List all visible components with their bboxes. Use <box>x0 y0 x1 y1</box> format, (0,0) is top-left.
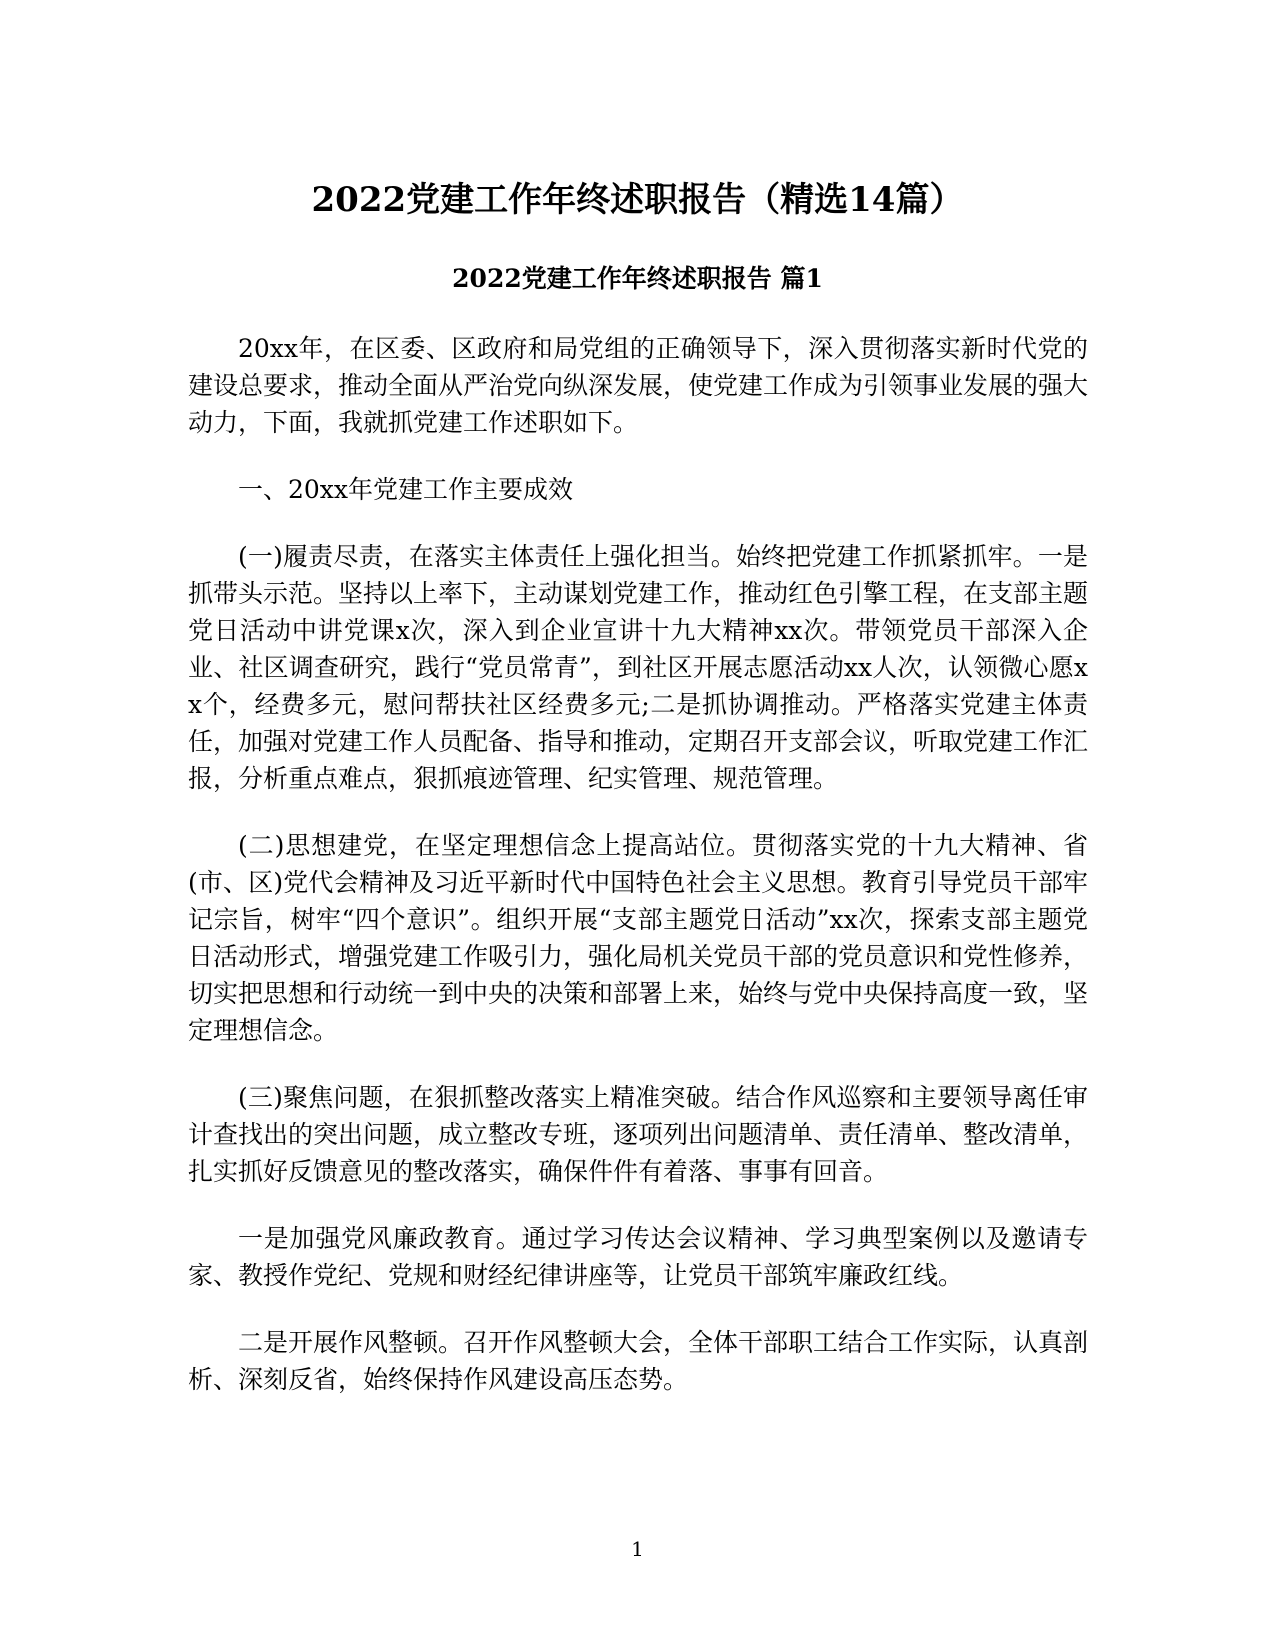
paragraph-heading-achievements: 一、20xx年党建工作主要成效 <box>238 475 574 504</box>
paragraph-responsibility: (一)履责尽责，在落实主体责任上强化担当。始终把党建工作抓紧抓牢。一是抓带头示范。坚持以上率下，主动谋划党建工作，推动红色引擎工程，在支部主题党日活动中讲党课x次，深入到企业宣讲十九大精神xx次。带领党员干部深入企业、社区调查研究，践行“党员常青”，到社区开展志愿活动xx人次，认领微心愿xx个，经费多元，慰问帮扶社区经费多元;二是抓协调推动。严格落实党建主体责任，加强对党建工作人员配备、指导和推动，定期召开支部会议，听取党建工作汇报，分析重点难点，狠抓痕迹管理、纪实管理、规范管理。 <box>188 542 1089 793</box>
paragraph-work-style: 二是开展作风整顿。召开作风整顿大会，全体干部职工结合工作实际，认真剖析、深刻反省，始终保持作风建设高压态势。 <box>188 1328 1089 1394</box>
paragraph-intro: 20xx年，在区委、区政府和局党组的正确领导下，深入贯彻落实新时代党的建设总要求，推动全面从严治党向纵深发展，使党建工作成为引领事业发展的强大动力，下面，我就抓党建工作述职如下。 <box>188 334 1089 437</box>
paragraph-ideology: (二)思想建党，在坚定理想信念上提高站位。贯彻落实党的十九大精神、省(市、区)党代会精神及习近平新时代中国特色社会主义思想。教育引导党员干部牢记宗旨，树牢“四个意识”。组织开展“支部主题党日活动”xx次，探索支部主题党日活动形式，增强党建工作吸引力，强化局机关党员干部的党员意识和党性修养，切实把思想和行动统一到中央的决策和部署上来，始终与党中央保持高度一致，坚定理想信念。 <box>188 831 1089 1045</box>
section-title: 2022党建工作年终述职报告 篇1 <box>452 264 823 293</box>
paragraph-rectification: (三)聚焦问题，在狠抓整改落实上精准突破。结合作风巡察和主要领导离任审计查找出的突出问题，成立整改专班，逐项列出问题清单、责任清单、整改清单，扎实抓好反馈意见的整改落实，确保件件有着落、事事有回音。 <box>188 1083 1089 1186</box>
paragraph-integrity-education: 一是加强党风廉政教育。通过学习传达会议精神、学习典型案例以及邀请专家、教授作党纪、党规和财经纪律讲座等，让党员干部筑牢廉政红线。 <box>188 1224 1088 1290</box>
document-body <box>188 330 1088 1428</box>
document-title: 2022党建工作年终述职报告（精选14篇） <box>311 180 964 220</box>
page-number: 1 <box>631 1537 644 1561</box>
